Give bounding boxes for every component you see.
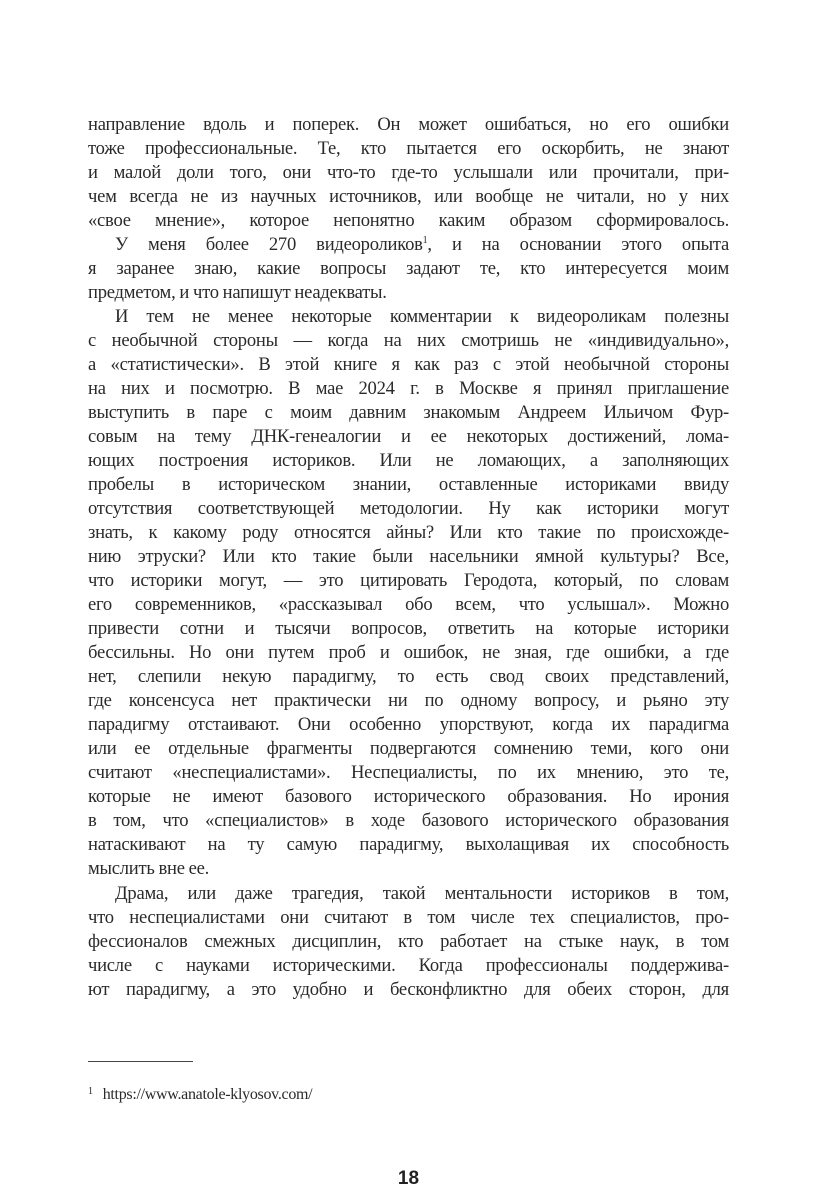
text-line: Драма, или даже трагедия, такой ментальности историков в том, [115, 882, 729, 904]
text-line: выступить в паре с моим давним знакомым Андреем Ильичом Фур- [88, 402, 729, 424]
text-line: ют парадигму, а это удобно и бесконфликтно для обеих сторон, для [88, 978, 729, 1000]
text-line: привести сотни и тысячи вопросов, ответить на которые историки [88, 618, 729, 640]
text-line: где консенсуса нет практически ни по одному вопросу, и рьяно эту [88, 690, 729, 712]
text-line: направление вдоль и поперек. Он может ошибаться, но его ошибки [88, 114, 729, 135]
text-line: нет, слепили некую парадигму, то есть свод своих представлений, [88, 666, 729, 688]
body-text [88, 113, 729, 1002]
text-line: числе с науками историческими. Когда профессионалы поддержива- [88, 954, 729, 976]
footnote-ref[interactable]: 1 [422, 235, 428, 247]
text-line: которые не имеют базового исторического образования. Но ирония [88, 786, 729, 808]
text-line: «свое мнение», которое непонятно каким образом сформировалось. [88, 210, 729, 232]
text-line: я заранее знаю, какие вопросы задают те, кто интересуется моим [88, 258, 729, 280]
text-line: знать, к какому роду относятся айны? Или кто такие по происхожде- [88, 522, 729, 544]
text-line: что историки могут, — это цитировать Геродота, который, по словам [88, 570, 729, 592]
text-line: нию этруски? Или кто такие были насельники ямной культуры? Все, [88, 546, 729, 568]
text-line: парадигму отстаивают. Они особенно упорствуют, когда их парадигма [88, 714, 729, 736]
text-line: бессильны. Но они путем проб и ошибок, не зная, где ошибки, а где [88, 642, 729, 664]
text-segment: , и на основании этого опыта [427, 234, 729, 256]
page-number: 18 [397, 1168, 420, 1189]
text-line: и малой доли того, они что-то где-то услышали или прочитали, при- [88, 162, 729, 184]
text-segment: У меня более 270 видеороликов [115, 234, 423, 256]
text-line: его современников, «рассказывал обо всем, что услышал». Можно [88, 594, 729, 616]
text-line: предметом, и что напишут неадекваты. [88, 282, 387, 304]
text-line: тоже профессиональные. Те, кто пытается его оскорбить, не знают [88, 138, 729, 160]
footnote-divider [88, 1061, 193, 1062]
footnote-link[interactable]: https://www.anatole-klyosov.com/ [102, 1086, 313, 1103]
text-line: а «статистически». В этой книге я как раз с этой необычной стороны [88, 354, 729, 376]
text-line: чем всегда не из научных источников, или вообще не читали, но у них [88, 186, 729, 208]
text-line: фессионалов смежных дисциплин, кто работает на стыке наук, в том [88, 930, 729, 952]
text-line: И тем не менее некоторые комментарии к видеороликам полезны [115, 306, 729, 328]
text-line: отсутствия соответствующей методологии. Ну как историки могут [88, 498, 729, 520]
text-line: мыслить вне ее. [88, 858, 210, 880]
footnote-number: 1 [88, 1086, 93, 1097]
text-line [88, 233, 729, 257]
text-line: считают «неспециалистами». Неспециалисты, по их мнению, это те, [88, 762, 729, 784]
footnote [88, 1086, 312, 1104]
text-line: что неспециалистами они считают в том числе тех специалистов, про- [88, 906, 729, 928]
text-line: совым на тему ДНК-генеалогии и ее некоторых достижений, лома- [88, 426, 729, 448]
text-line: или ее отдельные фрагменты подвергаются сомнению теми, кого они [88, 738, 729, 760]
text-line: натаскивают на ту самую парадигму, выхолащивая их способность [88, 834, 729, 856]
text-line: с необычной стороны — когда на них смотришь не «индивидуально», [88, 330, 729, 352]
text-line: на них и посмотрю. В мае 2024 г. в Москве я принял приглашение [88, 378, 729, 400]
text-line: в том, что «специалистов» в ходе базового исторического образования [88, 810, 729, 832]
text-line: ющих построения историков. Или не ломающих, а заполняющих [88, 450, 729, 472]
text-line: пробелы в историческом знании, оставленные историками ввиду [88, 474, 729, 496]
